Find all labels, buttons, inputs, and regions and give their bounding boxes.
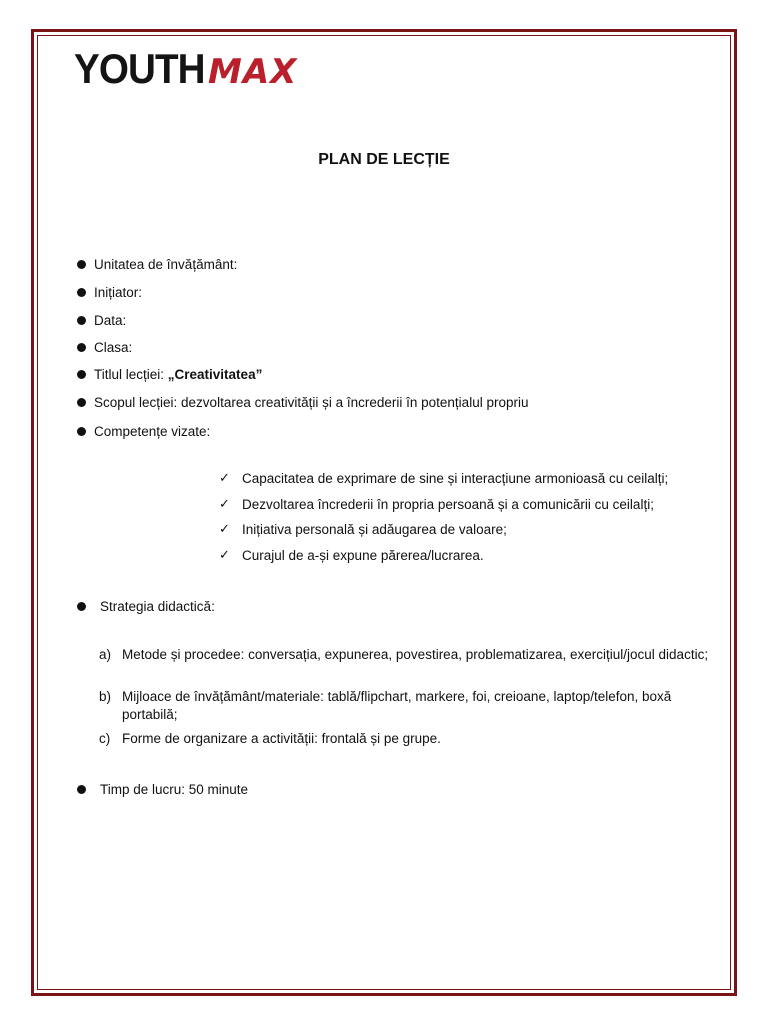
info-item-competences bbox=[77, 421, 210, 441]
info-label: Titlul lecției: bbox=[94, 366, 168, 382]
checkmark-icon: ✓ bbox=[219, 521, 230, 536]
info-label: Clasa: bbox=[94, 339, 133, 355]
time-item bbox=[77, 779, 248, 799]
bullet-icon bbox=[77, 260, 86, 269]
bullet-icon bbox=[77, 370, 86, 379]
strategy-heading bbox=[77, 596, 215, 616]
bullet-icon bbox=[77, 288, 86, 297]
strategy-item-text: Metode și procedee: conversația, expunerea, povestirea, problematizarea, exercițiul/jocul didactic; bbox=[122, 647, 709, 662]
checkmark-icon: ✓ bbox=[219, 547, 230, 562]
bullet-icon bbox=[77, 343, 86, 352]
info-label: Competențe vizate: bbox=[94, 423, 211, 439]
strategy-item-text: Mijloace de învățământ/materiale: tablă/flipchart, markere, foi, creioane, laptop/telefon, boxă portabilă; bbox=[122, 689, 672, 722]
info-item-lesson-goal bbox=[77, 392, 528, 412]
competence-text: Dezvoltarea încrederii în propria persoană și a comunicării cu ceilalți; bbox=[242, 496, 654, 512]
lesson-title-value: „Creativitatea” bbox=[167, 366, 263, 382]
competence-text: Curajul de a-și expune părerea/lucrarea. bbox=[242, 547, 484, 563]
info-label: Data: bbox=[94, 312, 127, 328]
checkmark-icon: ✓ bbox=[219, 496, 230, 511]
youthmax-logo bbox=[74, 40, 297, 90]
competence-item bbox=[219, 494, 654, 514]
competence-item bbox=[219, 545, 484, 565]
logo-max-text: MAX bbox=[208, 52, 298, 92]
info-item-lesson-title bbox=[77, 364, 262, 384]
list-marker: a) bbox=[99, 647, 112, 662]
competence-item bbox=[219, 468, 668, 488]
info-item-date bbox=[77, 310, 126, 330]
bullet-icon bbox=[77, 398, 86, 407]
list-marker: c) bbox=[99, 731, 111, 746]
info-label: Scopul lecției: dezvoltarea creativității și a încrederii în potențialul propriu bbox=[94, 394, 529, 410]
info-item-class bbox=[77, 337, 132, 357]
list-marker: b) bbox=[99, 689, 112, 704]
info-item-initiator bbox=[77, 282, 142, 302]
bullet-icon bbox=[77, 316, 86, 325]
competence-text: Capacitatea de exprimare de sine și interacțiune armonioasă cu ceilalți; bbox=[242, 470, 669, 486]
strategy-label: Strategia didactică: bbox=[100, 598, 215, 614]
bullet-icon bbox=[77, 785, 86, 794]
info-item-school bbox=[77, 254, 237, 274]
checkmark-icon: ✓ bbox=[219, 470, 230, 485]
info-label: Unitatea de învățământ: bbox=[94, 256, 238, 272]
bullet-icon bbox=[77, 427, 86, 436]
strategy-item-methods bbox=[99, 646, 709, 664]
info-label: Inițiator: bbox=[94, 284, 143, 300]
competence-text: Inițiativa personală și adăugarea de valoare; bbox=[242, 521, 507, 537]
page-title: PLAN DE LECȚIE bbox=[318, 151, 450, 168]
strategy-item-organization bbox=[99, 730, 709, 748]
strategy-item-text: Forme de organizare a activității: frontală și pe grupe. bbox=[122, 731, 441, 746]
time-text: Timp de lucru: 50 minute bbox=[100, 781, 249, 797]
competence-item bbox=[219, 519, 507, 539]
bullet-icon bbox=[77, 602, 86, 611]
strategy-item-materials bbox=[99, 688, 709, 724]
logo-youth-text: YOUTH bbox=[74, 45, 205, 92]
